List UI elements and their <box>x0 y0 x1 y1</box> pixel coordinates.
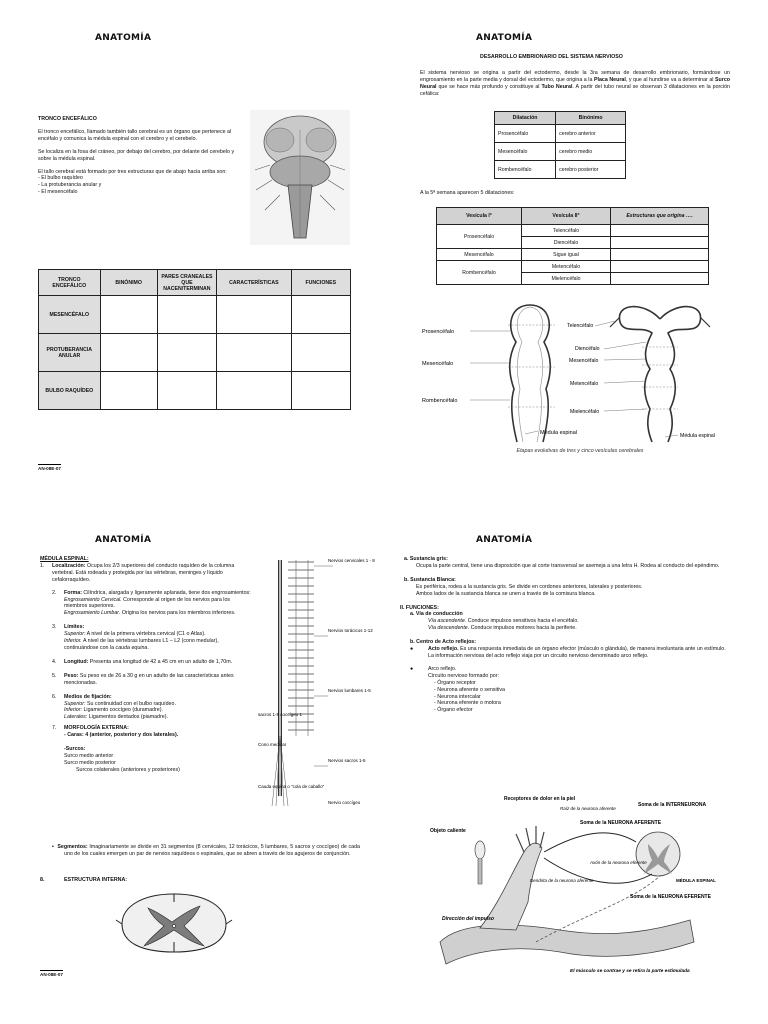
column-header: Dilatación <box>495 112 556 125</box>
internal-structure-text: a. Sustancia gris: Ocupa la parte central, tiene una disposición que al corte transversal se asemeja a una letra H. Rodea al conducto del epéndimo. b. Sustancia Blanca: Es periférica, rodea a la sustancia gris. Se divide en cordones anteriores, laterales y posteriores. Ambos lados de la sustancia blanca se unen a través de la comisura blanca. II. FUNCIONES: a. Vía de conducción Vía ascendente. Conduce impulsos sensitivos hacia el encéfalo. Vía descendente. Conduce impulsos motores hacia la periferie. b. Centro de Acto reflejos: ● Acto reflejo. Es una respuesta inmediata de un órgano efector (músculo o glándula), de manera involuntaria ante un estímulo. La información nerviosa del acto reflejo viaja por un circuito nervioso denominado arco reflejo. ● Arco reflejo. Circuito nervioso formado por: - Órgano receptor - Neurona aferente o sensitiva - Neurona intercalar - Neurona eferente o motora - Órgano efector <box>400 556 728 714</box>
brainstem-table <box>38 269 351 410</box>
label-efferent-axon: Axón de la neurona eferente <box>590 860 647 865</box>
page-header: ANATOMÍA <box>476 535 533 545</box>
item-text: Presenta una longitud de 42 a 45 cm en un adulto de 1,70m. <box>88 658 233 665</box>
table-row <box>437 261 709 273</box>
table-row <box>437 225 709 237</box>
row-header: MESENCÉFALO <box>39 296 101 334</box>
text-run: . A partir del tubo neural se observan 3 dilataciones en la porción cefálica: <box>420 83 730 97</box>
label-efferent-soma: Soma de la NEURONA EFERENTE <box>630 894 711 900</box>
label-sacral: Nervios sacros 1-5 <box>328 758 366 763</box>
text-run: que se hace más profundo y constituye al <box>436 83 542 90</box>
item-text: A nivel de las vértebras lumbares L1 – L2 (cono medular), continuándose con la <box>64 638 219 651</box>
label-telencefalo: Telencéfalo <box>567 323 594 329</box>
page-2 <box>384 0 768 512</box>
reflex-arc-illustration <box>420 792 760 982</box>
label-impulse-direction: Dirección del impulso <box>442 916 494 922</box>
item-title: Longitud: <box>64 658 89 665</box>
item-subtitle: Superior: <box>64 631 86 638</box>
table-cell: Prosencéfalo <box>495 125 556 143</box>
item-text: Su peso es de 26 a 30 g en un adulto de las características antes mencionadas. <box>64 672 234 686</box>
table-cell: Metencéfalo <box>522 261 611 273</box>
item-text: Surco medio anterior <box>64 752 114 759</box>
label-coccygeal: Nervio coccígeo <box>328 800 361 805</box>
page-header: ANATOMÍA <box>95 33 152 43</box>
item-text: Cilíndrica, alargada y ligeramente aplanada, tiene dos engrosamientos: <box>81 589 251 596</box>
item-title: a. Vía de conducción <box>410 611 463 618</box>
paragraph: El tronco encefálico, llamado también tallo cerebral es un órgano que pertenece al encéfalo y comunica la médula espinal con el cerebro y el cerebelo. <box>38 128 232 142</box>
dilatation-table <box>494 111 626 179</box>
table-row <box>437 249 709 261</box>
text-run: Placa Neural <box>593 76 626 83</box>
table-row <box>39 296 351 334</box>
item-subtitle: Superior: <box>64 700 86 707</box>
label-spinal-cord: MÉDULA ESPINAL <box>676 878 716 883</box>
label-metencefalo: Metencéfalo <box>570 381 599 387</box>
label-cauda: Cauda equina o "cola de caballo" <box>258 784 325 789</box>
table-cell: Telencéfalo <box>522 225 611 237</box>
page-3 <box>0 512 384 1024</box>
row-header: BULBO RAQUÍDEO <box>39 372 101 410</box>
item-text: Ligamentos dentados (piamadre). <box>87 714 168 721</box>
label-thoracic: Nervios torácicos 1-12 <box>328 628 373 633</box>
item-text: Circuito nervioso formado por: <box>428 672 499 679</box>
structure-list <box>38 175 248 196</box>
label-receptor: Receptores de dolor en la piel <box>504 796 576 802</box>
label-prosencefalo: Prosencéfalo <box>422 329 455 335</box>
item-title: Límites: <box>64 624 85 631</box>
paragraph: El tallo cerebral está formado por tres estructuras que de abajo hacia arriba son: <box>38 168 227 175</box>
column-header: Binónimo <box>556 112 626 125</box>
document-code: AN-08E-07 <box>40 972 63 977</box>
table-row <box>39 372 351 410</box>
item-text: Surco medio posterior <box>64 759 116 766</box>
table-cell: Mesencéfalo <box>495 143 556 161</box>
page-1 <box>0 0 384 512</box>
text-run: , y que al hundirse va a determinar al <box>625 76 715 83</box>
spinal-cross-section <box>118 890 230 956</box>
item-title: II. FUNCIONES: <box>400 604 439 611</box>
item-text: Imaginariamente se divide en 31 segmentos (8 cervicales, 12 torácicos, 5 lumbares, 5 sacros y coccígeo) de cada uno de los cuales emergen un par de nervios raquídeos o espinales, que se abren a través de los agujeros de conjunción. <box>64 844 360 857</box>
label-sacral-coccygeal: sacros 1-5 coccígeo 1 <box>258 712 303 717</box>
list-item: - El bulbo raquídeo <box>38 175 248 182</box>
table-cell: Diencéfalo <box>522 237 611 249</box>
paragraph: A la 5ª semana aparecen 5 dilataciones: <box>420 190 515 196</box>
item-title: b. Centro de Acto reflejos: <box>410 639 477 646</box>
list-item: - Órgano receptor <box>428 680 728 687</box>
spinal-cord-text: MÉDULA ESPINAL: 1. Localización: Ocupa los 2/3 superiores del conducto raquídeo de la columna vertebral. Está rodeada y protegida por las vértebras, meninges y líquido cefalorraquídeo. 2. Forma: Cilíndrica, alargada y ligeramente aplanada, tiene dos engrosamientos: Engrosamiento Cervical. Corresponde al origen de los nervios para los miembros superiores. Engrosamiento Lumbar. Origina los nervios para los miembros inferiores. 3. Límites: Superior: A nivel de la primera vértebra cervical (C1 o Atlas). Inferior. A nivel de las vértebras lumbares L1 – L2 (cono medular), continuándose con la cauda equina. 4. Longitud: Presenta una longitud de 42 a 45 cm en un adulto de 1,70m. 5. Peso: Su peso es de 26 a 30 g en un adulto de las características antes mencionadas. 6. Medios de fijación: Superior: Su continuidad con el bulbo raquídeo. Inferior: Ligamento coccígeo (duramadre). Laterales: Ligamentos dentados (piamadre). 7. MORFOLOGÍA EXTERNA: - Caras: 4 (anterior, posterior y dos laterales). -Surcos: Surco medio anterior Surco medio posterior Surcos colaterales (anteriores y posteriores) <box>40 556 254 774</box>
item-subtitle: Engrosamiento Lumbar. <box>64 610 121 617</box>
column-header: BINÓNIMO <box>100 270 157 296</box>
item-subtitle: Laterales: <box>64 714 88 721</box>
column-header: Vesícula II° <box>522 208 611 225</box>
section-heading: MÉDULA ESPINAL: <box>40 556 89 562</box>
label-cervical: Nervios cervicales 1 - 8 <box>328 558 375 563</box>
item-text: Es una respuesta inmediata de un órgano efector (músculo o glándula), de manera involuntaria ante un estímulo. La información nerviosa del acto reflejo viaja por un circuito nervioso denominado arco reflejo. <box>428 646 726 659</box>
page-header: ANATOMÍA <box>95 535 152 545</box>
item-title: b. Sustancia Blanca: <box>404 576 456 583</box>
item-subtitle: -Surcos: <box>64 745 86 752</box>
vesicle-table <box>436 207 709 285</box>
item-subtitle: Inferior: <box>64 707 82 714</box>
table-cell: Mesencéfalo <box>437 249 522 261</box>
figure-caption: Etapas evolutivas de tres y cinco vesículas cerebrales <box>516 448 644 454</box>
item-text: Corresponde al origen de los nervios para los miembros superiores. <box>64 596 231 610</box>
label-dendrite: Dendrita de la neurona aferente <box>530 878 594 883</box>
embryology-intro <box>420 70 730 98</box>
item-title: ESTRUCTURA INTERNA: <box>64 877 128 883</box>
text-run: El sistema nervioso se origina a partir del ectodermo, desde la 3ra semana de desarrollo embrionario, formándose un engrosamiento en la parte media y dorsal del ectodermo, que origina a la <box>420 70 730 83</box>
label-cono: Cono medular <box>258 742 287 747</box>
label-interneuron: Soma de la INTERNEURONA <box>638 802 707 808</box>
reflex-arc-list <box>428 680 728 715</box>
page-header: ANATOMÍA <box>476 33 533 43</box>
item-text: Conduce impulsos sensitivos hacia el encéfalo. <box>466 618 579 625</box>
item-subtitle: Inferior. <box>64 638 82 645</box>
item-text: Surcos colaterales (anteriores y posteriores) <box>76 766 180 773</box>
list-item: - Neurona aferente o sensitiva <box>428 687 728 694</box>
column-header: PARES CRANEALES QUE NACEN/TERMINAN <box>157 270 216 296</box>
item-text: Es periférica, rodea a la sustancia gris. Se divide en cordones anteriores, laterales y posteriores. <box>416 583 643 590</box>
list-item: - Neurona intercalar <box>428 694 728 701</box>
item-text: - Caras: 4 (anterior, posterior y dos laterales). <box>64 732 179 739</box>
label-mielencefalo: Mielencéfalo <box>570 409 600 415</box>
column-header: FUNCIONES <box>291 270 350 296</box>
table-cell: cerebro posterior <box>556 161 626 179</box>
list-item: - Órgano efector <box>428 707 728 714</box>
label-mesencefalo: Mesencéfalo <box>422 361 454 367</box>
text-run: Surco Neural <box>420 76 731 90</box>
label-afferent-root: Raíz de la neurona aferente <box>560 806 616 811</box>
segments-text: ▪ Segmentos: Imaginariamente se divide en 31 segmentos (8 cervicales, 12 torácicos, 5 lumbares, 5 sacros y coccígeo) de cada uno de los cuales emergen un par de nervios raquídeos o espinales, que se abren a través de los agujeros de conjunción. <box>52 844 360 857</box>
brainstem-text <box>38 116 248 196</box>
label-mesencefalo-2: Mesencéfalo <box>569 358 599 364</box>
list-item: - La protuberancia anular y <box>38 182 248 189</box>
item-text: Ocupa los 2/3 superiores del conducto raquídeo de la columna vertebral. Está rodeada y protegida por las vértebras, meninges y líquido cefalorraquídeo. <box>52 562 235 583</box>
label-medula: Médula espinal <box>540 430 577 436</box>
label-medula-2: Médula espinal <box>680 433 715 439</box>
item-text: cauda equina <box>115 644 148 651</box>
column-header: Vesícula I° <box>437 208 522 225</box>
item-subtitle: Engrosamiento Cervical. <box>64 596 122 603</box>
label-afferent-soma: Soma de la NEURONA AFERENTE <box>580 820 662 826</box>
label-hot-object: Objeto caliente <box>430 828 466 834</box>
table-cell: cerebro anterior <box>556 125 626 143</box>
table-cell: Rombencéfalo <box>495 161 556 179</box>
column-header: TRONCO ENCEFÁLICO <box>39 270 101 296</box>
table-row <box>495 125 626 143</box>
item-text: Su continuidad con el bulbo raquídeo. <box>85 700 176 707</box>
item-subtitle: Acto reflejo. <box>428 646 459 653</box>
vertebrae <box>288 562 314 730</box>
item-title: Peso: <box>64 672 79 679</box>
page-4 <box>384 512 768 1024</box>
table-row <box>495 143 626 161</box>
table-cell: Mielencéfalo <box>522 273 611 285</box>
item-title: 8. ESTRUCTURA INTERNA: <box>40 877 128 883</box>
text-run: Tubo Neural <box>541 83 573 90</box>
document-code: AN-08E-07 <box>38 466 61 471</box>
table-cell: Rombencéfalo <box>437 261 522 285</box>
label-muscle: El músculo se contrae y se retira la parte estimulada <box>570 969 690 974</box>
table-row <box>495 161 626 179</box>
item-text: Ambos lados de la sustancia blanca se unen a través de la comisura blanca. <box>416 590 596 597</box>
item-subtitle: Vía ascendente. <box>428 618 467 625</box>
label-lumbar: Nervios lumbares 1-5 <box>328 688 371 693</box>
label-diencefalo: Diencéfalo <box>575 346 600 352</box>
column-header: CARACTERÍSTICAS <box>217 270 291 296</box>
item-text: Ligamento coccígeo (duramadre). <box>81 707 163 714</box>
vesicle-diagram <box>420 297 740 457</box>
item-title: a. Sustancia gris: <box>404 556 448 562</box>
table-row <box>39 334 351 372</box>
item-text: Origina los nervios para los miembros inferiores. <box>120 610 236 617</box>
paragraph: Se localiza en la fosa del cráneo, por debajo del cerebro, por delante del cerebelo y sobre la médula espinal. <box>38 148 235 162</box>
column-header: Estructuras que origina …. <box>611 208 709 225</box>
table-cell: Prosencéfalo <box>437 225 522 249</box>
item-text: Arco reflejo. <box>428 665 457 672</box>
item-text: Conduce impulsos motores hacia la periferie. <box>469 625 577 632</box>
table-cell: Sigue igual <box>522 249 611 261</box>
item-text: Ocupa la parte central, tiene una disposición que al corte transversal se asemeja a una letra H. Rodea al conducto del epéndimo. <box>416 562 720 569</box>
item-title: Medios de fijación: <box>64 693 112 700</box>
table-cell: cerebro medio <box>556 143 626 161</box>
item-title: Forma: <box>64 589 82 596</box>
section-heading: DESARROLLO EMBRIONARIO DEL SISTEMA NERVIOSO <box>480 54 623 60</box>
item-text: A nivel de la primera vértebra cervical (C1 o Atlas). <box>85 631 206 638</box>
item-title: Segmentos: <box>57 844 88 850</box>
list-item: - El mesencéfalo <box>38 189 248 196</box>
label-rombencefalo: Rombencéfalo <box>422 398 458 404</box>
item-title: MORFOLOGÍA EXTERNA: <box>64 725 129 732</box>
item-title: Localización: <box>52 562 86 569</box>
row-header: PROTUBERANCIA ANULAR <box>39 334 101 372</box>
section-heading: TRONCO ENCEFÁLICO <box>38 116 97 122</box>
spinal-cord-illustration <box>258 556 375 836</box>
list-item: - Neurona eferente o motora <box>428 700 728 707</box>
brainstem-illustration <box>250 110 350 245</box>
item-subtitle: Vía descendente. <box>428 625 470 632</box>
